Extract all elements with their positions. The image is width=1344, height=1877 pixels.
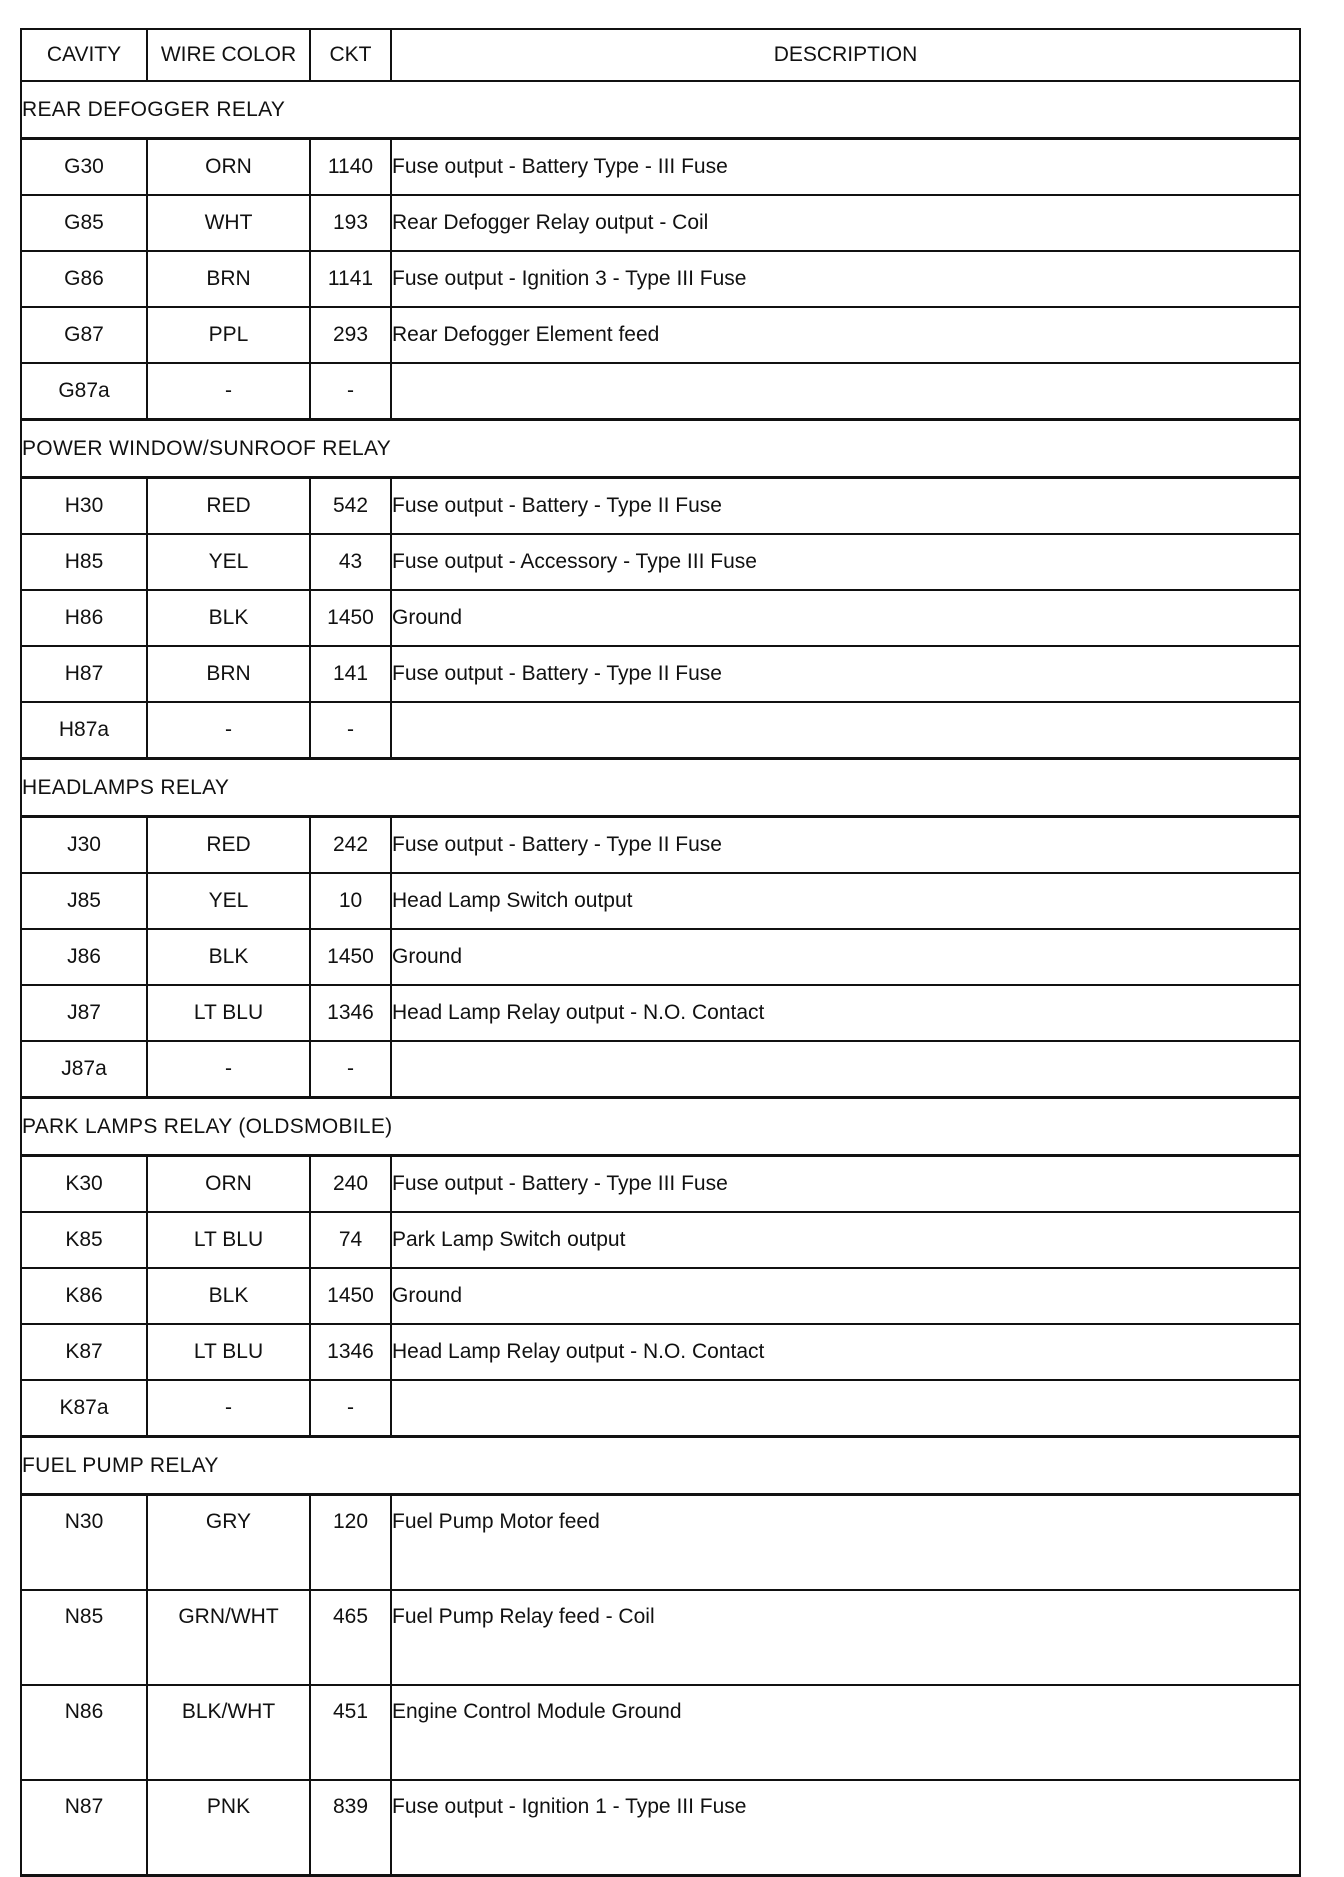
cavity-cell: J30 <box>21 817 147 874</box>
ckt-cell: - <box>310 1041 391 1098</box>
description-cell <box>391 363 1300 420</box>
ckt-cell: 242 <box>310 817 391 874</box>
ckt-cell: 1450 <box>310 590 391 646</box>
wire-color-cell: RED <box>147 817 310 874</box>
wire-color-cell: BLK/WHT <box>147 1685 310 1780</box>
description-cell: Rear Defogger Element feed <box>391 307 1300 363</box>
wire-color-cell: LT BLU <box>147 1324 310 1380</box>
ckt-cell: - <box>310 363 391 420</box>
table-row <box>21 1380 1300 1437</box>
ckt-cell: 839 <box>310 1780 391 1876</box>
table-row <box>21 1590 1300 1685</box>
description-cell: Fuse output - Ignition 1 - Type III Fuse <box>391 1780 1300 1876</box>
description-cell: Ground <box>391 929 1300 985</box>
description-cell: Head Lamp Relay output - N.O. Contact <box>391 985 1300 1041</box>
table-row <box>21 929 1300 985</box>
table-row <box>21 873 1300 929</box>
column-header-ckt: CKT <box>310 29 391 81</box>
section-title: FUEL PUMP RELAY <box>21 1437 1300 1495</box>
ckt-cell: - <box>310 1380 391 1437</box>
relay-cavity-table-sheet <box>20 28 1301 1877</box>
cavity-cell: J86 <box>21 929 147 985</box>
table-row <box>21 1324 1300 1380</box>
cavity-cell: N86 <box>21 1685 147 1780</box>
wire-color-cell: - <box>147 1380 310 1437</box>
table-row <box>21 363 1300 420</box>
section-title: POWER WINDOW/SUNROOF RELAY <box>21 420 1300 478</box>
cavity-cell: G30 <box>21 139 147 196</box>
cavity-cell: K87a <box>21 1380 147 1437</box>
description-cell: Fuse output - Ignition 3 - Type III Fuse <box>391 251 1300 307</box>
section-row <box>21 420 1300 478</box>
description-cell: Head Lamp Relay output - N.O. Contact <box>391 1324 1300 1380</box>
wire-color-cell: GRN/WHT <box>147 1590 310 1685</box>
wire-color-cell: WHT <box>147 195 310 251</box>
wire-color-cell: PPL <box>147 307 310 363</box>
cavity-cell: J87 <box>21 985 147 1041</box>
wire-color-cell: - <box>147 702 310 759</box>
ckt-cell: 1346 <box>310 1324 391 1380</box>
wire-color-cell: BRN <box>147 646 310 702</box>
wire-color-cell: RED <box>147 478 310 535</box>
cavity-cell: K30 <box>21 1156 147 1213</box>
description-cell: Head Lamp Switch output <box>391 873 1300 929</box>
wire-color-cell: BLK <box>147 590 310 646</box>
table-row <box>21 251 1300 307</box>
wire-color-cell: BLK <box>147 929 310 985</box>
wire-color-cell: GRY <box>147 1495 310 1591</box>
cavity-cell: K85 <box>21 1212 147 1268</box>
ckt-cell: 120 <box>310 1495 391 1591</box>
wire-color-cell: BRN <box>147 251 310 307</box>
description-cell: Fuse output - Accessory - Type III Fuse <box>391 534 1300 590</box>
description-cell: Fuel Pump Motor feed <box>391 1495 1300 1591</box>
section-title: HEADLAMPS RELAY <box>21 759 1300 817</box>
ckt-cell: 1346 <box>310 985 391 1041</box>
cavity-cell: J87a <box>21 1041 147 1098</box>
cavity-cell: J85 <box>21 873 147 929</box>
ckt-cell: 1141 <box>310 251 391 307</box>
description-cell: Fuse output - Battery - Type II Fuse <box>391 817 1300 874</box>
description-cell: Engine Control Module Ground <box>391 1685 1300 1780</box>
wire-color-cell: BLK <box>147 1268 310 1324</box>
ckt-cell: 1450 <box>310 929 391 985</box>
wire-color-cell: YEL <box>147 534 310 590</box>
description-cell: Ground <box>391 590 1300 646</box>
table-row <box>21 478 1300 535</box>
wire-color-cell: - <box>147 1041 310 1098</box>
wire-color-cell: PNK <box>147 1780 310 1876</box>
ckt-cell: 43 <box>310 534 391 590</box>
description-cell: Park Lamp Switch output <box>391 1212 1300 1268</box>
table-row <box>21 1212 1300 1268</box>
table-row <box>21 817 1300 874</box>
table-row <box>21 195 1300 251</box>
section-row <box>21 759 1300 817</box>
table-row <box>21 646 1300 702</box>
ckt-cell: 1140 <box>310 139 391 196</box>
cavity-cell: G87 <box>21 307 147 363</box>
cavity-cell: H30 <box>21 478 147 535</box>
cavity-cell: G85 <box>21 195 147 251</box>
ckt-cell: 465 <box>310 1590 391 1685</box>
column-header-wire-color: WIRE COLOR <box>147 29 310 81</box>
cavity-cell: G86 <box>21 251 147 307</box>
description-cell <box>391 1041 1300 1098</box>
ckt-cell: - <box>310 702 391 759</box>
table-header-row <box>21 29 1300 81</box>
column-header-description: DESCRIPTION <box>391 29 1300 81</box>
ckt-cell: 542 <box>310 478 391 535</box>
description-cell <box>391 702 1300 759</box>
section-row <box>21 1437 1300 1495</box>
description-cell: Ground <box>391 1268 1300 1324</box>
description-cell: Fuse output - Battery Type - III Fuse <box>391 139 1300 196</box>
table-row <box>21 590 1300 646</box>
description-cell: Fuel Pump Relay feed - Coil <box>391 1590 1300 1685</box>
cavity-cell: G87a <box>21 363 147 420</box>
wire-color-cell: ORN <box>147 1156 310 1213</box>
wire-color-cell: LT BLU <box>147 1212 310 1268</box>
relay-cavity-table <box>20 28 1301 1877</box>
table-body <box>21 81 1300 1876</box>
table-row <box>21 534 1300 590</box>
ckt-cell: 293 <box>310 307 391 363</box>
cavity-cell: H87 <box>21 646 147 702</box>
section-row <box>21 1098 1300 1156</box>
ckt-cell: 74 <box>310 1212 391 1268</box>
table-row <box>21 139 1300 196</box>
column-header-cavity: CAVITY <box>21 29 147 81</box>
cavity-cell: N30 <box>21 1495 147 1591</box>
section-title: REAR DEFOGGER RELAY <box>21 81 1300 139</box>
table-row <box>21 1780 1300 1876</box>
wire-color-cell: ORN <box>147 139 310 196</box>
description-cell: Fuse output - Battery - Type III Fuse <box>391 1156 1300 1213</box>
ckt-cell: 240 <box>310 1156 391 1213</box>
wire-color-cell: LT BLU <box>147 985 310 1041</box>
section-title: PARK LAMPS RELAY (OLDSMOBILE) <box>21 1098 1300 1156</box>
cavity-cell: H85 <box>21 534 147 590</box>
ckt-cell: 451 <box>310 1685 391 1780</box>
table-row <box>21 1495 1300 1591</box>
cavity-cell: H86 <box>21 590 147 646</box>
ckt-cell: 193 <box>310 195 391 251</box>
table-row <box>21 985 1300 1041</box>
cavity-cell: K86 <box>21 1268 147 1324</box>
table-row <box>21 1041 1300 1098</box>
table-row <box>21 307 1300 363</box>
cavity-cell: N87 <box>21 1780 147 1876</box>
description-cell: Fuse output - Battery - Type II Fuse <box>391 646 1300 702</box>
description-cell: Fuse output - Battery - Type II Fuse <box>391 478 1300 535</box>
wire-color-cell: - <box>147 363 310 420</box>
cavity-cell: H87a <box>21 702 147 759</box>
ckt-cell: 1450 <box>310 1268 391 1324</box>
description-cell <box>391 1380 1300 1437</box>
section-row <box>21 81 1300 139</box>
ckt-cell: 10 <box>310 873 391 929</box>
ckt-cell: 141 <box>310 646 391 702</box>
table-row <box>21 1268 1300 1324</box>
wire-color-cell: YEL <box>147 873 310 929</box>
table-row <box>21 1685 1300 1780</box>
cavity-cell: K87 <box>21 1324 147 1380</box>
description-cell: Rear Defogger Relay output - Coil <box>391 195 1300 251</box>
table-row <box>21 702 1300 759</box>
table-row <box>21 1156 1300 1213</box>
cavity-cell: N85 <box>21 1590 147 1685</box>
